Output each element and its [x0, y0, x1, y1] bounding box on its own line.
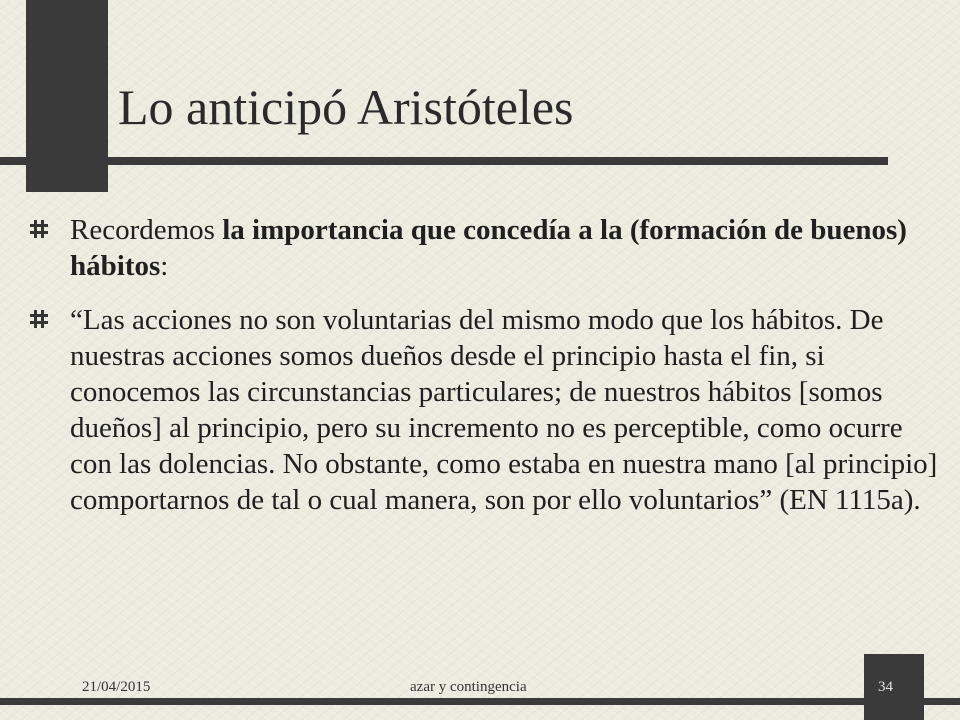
title-rule: [0, 157, 888, 165]
slide-title: Lo anticipó Aristóteles: [118, 79, 574, 135]
bullet-lead-text: Recordemos: [70, 214, 223, 246]
bullet-tail-text: :: [160, 250, 169, 282]
bullet-item: [30, 302, 940, 518]
hash-bullet-icon: [30, 220, 48, 238]
hash-bullet-icon: [30, 310, 48, 328]
footer: [0, 676, 960, 700]
quote-text: “Las acciones no son voluntarias del mismo modo que los hábitos. De nuestras acciones somos dueños desde el principio hasta el fin, si conocemos las circunstancias particulares; de nuestros hábitos [somos dueños] al principio, pero su incremento no es perceptible, como ocurre con las dolencias. No obstante, como estaba en nuestra mano [al principio] comportarnos de tal o cual manera, son por ello voluntarios” (EN 1115a).: [70, 304, 938, 516]
bullet-item: [30, 212, 940, 284]
page-number: 34: [878, 679, 893, 695]
footer-date: 21/04/2015: [82, 679, 151, 695]
bullet-bold-text: la importancia que concedía a la (formación de buenos) hábitos: [70, 214, 907, 282]
slide-content: [30, 212, 940, 536]
footer-title: azar y contingencia: [410, 679, 527, 695]
